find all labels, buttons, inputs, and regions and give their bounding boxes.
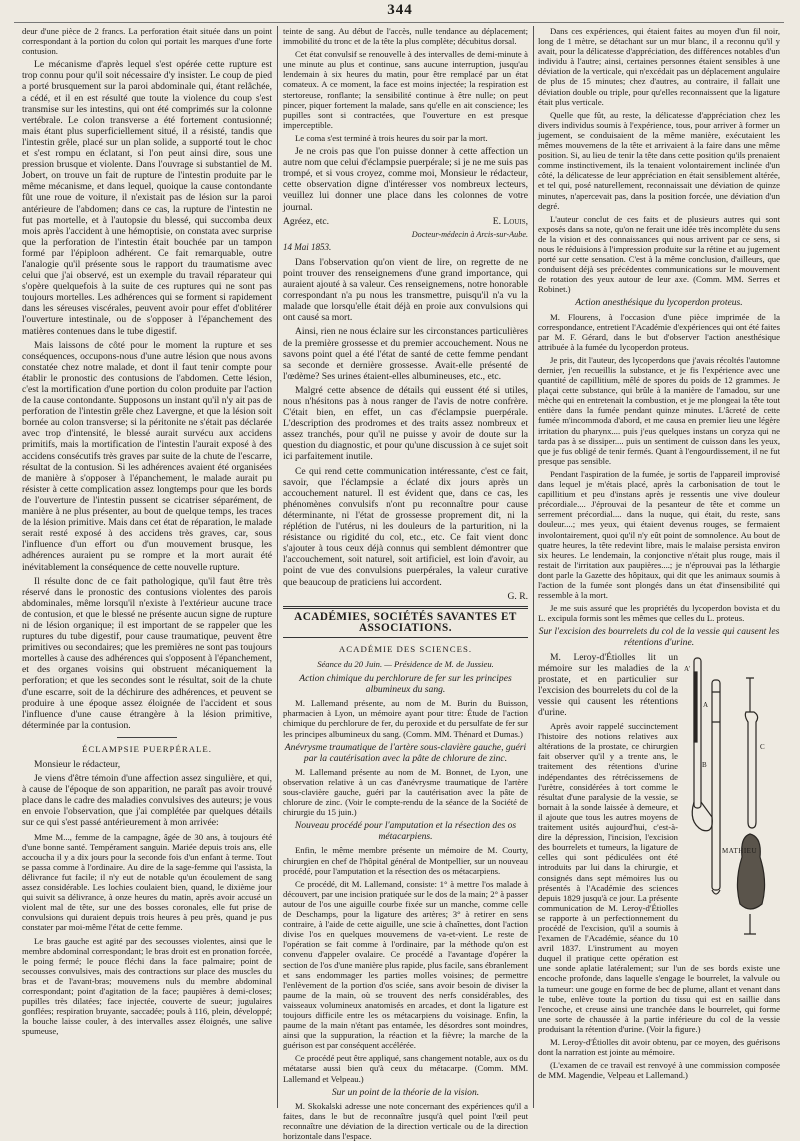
paragraph: Le mécanisme d'après lequel s'est opérée cette rupture est trop connu pour qu'il soit nécessaire d'y insister. Le coup de pied a porté brusquement sur la paroi abdominale qui, étant relâchée, a cédé, et il en est résulté que toute la violence du coup s'est transmise sur les intestins, qui ont été comprimés sur la colonne vertébrale. Le colon transverse a été fortement contusionné; mais étant plus superficiellement situé, il a résisté, tandis que l'intestin grêle, placé sur un plan solide, a supporté tout le choc et s'est rompu en éclatant, si l'on peut ainsi dire, sous une pression brusque et violente. Dans l'ouvrage si substantiel de M. Jobert, on trouve un fait de rupture de l'intestin produite par le même mécanisme, et dans lequel, quoique la cause contondante fût une roue de voiture, il n'existait pas de lésion sur la paroi antérieure de l'abdomen; dans ce cas, la rupture de l'intestin ne fut pas mortelle, et à l'autopsie du blessé, qui succomba deux mois après l'accident à une hémoptisie, on constata avec surprise que la perforation de l'intestin était bouchée par un tampon formé par l'épiploon adhérent. Ce fait remarquable, outre l'analogie qu'il présente sous le rapport du traumatisme avec celui que j'ai observé, est un exemple du travail réparateur qui s'opère quelquefois à la suite de ces ruptures qui ne sont pas toujours mortelles. Les adhérences qui se forment si rapidement dans les séreuses viscérales, peuvent avoir pour effet d'oblitérer l'ouverture intestinale, ou de s'opposer à l'épanchement des matières contenues dans le tube digestif.: [22, 59, 272, 337]
paragraph: Ce procédé, dit M. Lallemand, consiste: 1° à mettre l'os malade à découvert, par une incision pratiquée sur le dos de la main; 2° à passer autour de l'os une aiguille courbe fixée sur un manche, comme celle de Deschamps, pour la ligature des artères; 3° à retirer en sens contraire, à l'aide de cette aiguille, une scie à chaînettes, dont l'action divise l'os en quelques mouvemens de va-et-vient. Le reste de l'opération se fait comme à l'ordinaire, par la méthode qu'on est convenu d'appeler ovalaire. Ce procédé a l'avantage d'opérer la section de l'os d'une manière plus rapide, plus facile, sans ébranlement et sans endommager les parties molles voisines; de permettre l'enlèvement de la portion d'os sciée, sans avoir besoin de diviser la paume de la main, où se trouvent des nerfs considérables, des vaisseaux volumineux anatomisés en arcades, et dont la ligature est toujours difficile entre les os métacarpiens du voisinage. Enfin, la paume de la main n'étant pas entamée, les désordres sont moindres, ainsi que la suppuration, la réaction et la fièvre; la marche de la guérison est par conséquent accélérée.: [283, 878, 528, 1051]
column-middle: [283, 26, 528, 1141]
paragraph: Après avoir rappelé succinctement l'histoire des notions relatives aux altérations de la prostate, ce chirurgien fait observer qu'il y a trente ans, le traitement des rétentions d'urine indépendantes des rétrécissemens de l'urètre, considérées à tort comme le résultat d'une paralysie de la vessie, se bornait à la sonde laissée à demeure, et il ajoute que tous les autres moyens de traitement usités aujourd'hui, c'est-à-dire la dépression, l'incision, l'excision des bourrelets et tumeurs, la ligature de celles qui sont pédiculées ont été introduits par lui dans la chirurgie, et consignés dans sept mémoires lus ou présentés à l'Académie des sciences depuis 1829 jusqu'à ce jour. La présente communication de M. Leroy-d'Étiolles se rapporte à un perfectionnement du procédé de l'excision, qu'il a soumis à l'examen de l'Académie, séance du 10 avril 1837. L'instrument au moyen duquel il pratique cette opération est une sonde aplatie latéralement; sur l'un de ses bords existe une encoche profonde, dans laquelle s'engage le bourrelet, la valvule ou la tumeur: une gouge en forme de bec de plume, allant et venant dans le tube, enlève toute la portion du tissu qui est en saillie dans l'encoche, et creuse ainsi une tranchée dans le bourrelet, qui forme une sorte de chaussée à la partie inférieure du col de la vessie produisant la rétention d'urine. (Voir la figure.): [538, 721, 780, 1034]
paragraph: Dans ces expériences, qui étaient faites au moyen d'un fil noir, long de 1 mètre, se détachant sur un mur blanc, il a reconnu qu'il y avait, pour la délicatesse d'appréciation, des différences notables d'un individu à l'autre; ainsi, certaines personnes étaient sensibles à une déviation de la verticale, qui n'excédait pas un déplacement angulaire de plus de 15 minutes; chez d'autres, au contraire, il fallait une déviation double ou triple, pour qu'elles reconnaissent que la ligature était plus verticale.: [538, 26, 780, 107]
signature-author: E. Louis,: [492, 215, 528, 227]
signature-place: Docteur-médecin à Arcis-sur-Aube.: [411, 229, 528, 239]
subheading: Sur l'excision des bourrelets du col de la vessie qui causent les rétentions d'urine.: [538, 626, 780, 649]
editor-initials: G. R.: [507, 590, 528, 602]
figure-label: A': [684, 664, 691, 673]
page-number: 344: [387, 2, 413, 18]
academy-name: ACADÉMIE DES SCIENCES.: [338, 643, 473, 654]
subheading: Nouveau procédé pour l'amputation et la résection des os métacarpiens.: [294, 820, 517, 843]
figure-caption: MATHIEU: [722, 846, 757, 855]
paragraph: Cet état convulsif se renouvelle à des intervalles de demi-minute à une minute au plus et continue, sans aucune interruption, jusqu'au lendemain à six heures du matin, pour être remplacé par un état comateux. A ce moment, la face est moins injectée; la respiration est stertoreuse, ronflante; la sensibilité continue à être nulle; on peut pincer, piquer fortement la malade, sans qu'elle en ait conscience; les pupilles sont si contractées, que l'ouverture en est presque imperceptible.: [283, 49, 528, 130]
figure-label: C: [760, 742, 765, 751]
paragraph: Malgré cette absence de détails qui eussent été si utiles, nous n'hésitons pas à nous ranger de l'avis de notre confrère. C'était bien, en effet, un cas d'éclampsie puerpérale. L'description des prodromes et des traits assez nombreux et assez tranchés, pour qu'il ne puisse y avoir de doute sur la question du diagnostic, et pour qu'une discussion à ce sujet soit ici parfaitement inutile.: [283, 384, 528, 463]
paragraph: Ce qui rend cette communication intéressante, c'est ce fait, savoir, que l'éclampsie a éclaté dix jours après un accouchement naturel. Il est évident que, dans ce cas, les phénomènes convulsifs n'ont pu reconnaître pour cause déterminante, ni l'état de grossesse proprement dit, ni la réplétion de l'utérus, ni les douleurs de la parturition, ni la résistance ou rigidité du col, etc., etc. Ce fait vient donc s'ajouter à tous ceux déjà connus qui semblent démontrer que l'accouchement, soit naturel, soit artificiel, est loin d'avoir, au point de vue des convulsions puerpérales, la valeur curative que beaucoup de praticiens lui accordent.: [283, 465, 528, 588]
header-rule: [14, 22, 784, 23]
section-heading-eclampsie: ÉCLAMPSIE PUERPÉRALE.: [82, 743, 212, 754]
column-left: [22, 26, 272, 1108]
paragraph: Mme M..., femme de la campagne, âgée de 30 ans, à toujours été d'une bonne santé. Tempérament sanguin. Mariée depuis trois ans, elle accoucha il y a dix jours pour la seconde fois d'un enfant à terme. Tout se passa comme à l'ordinaire. Au dire de la sage-femme qui l'assista, la délivrance fut facile; il n'y eut de notable qu'un écoulement de sang assez considérable. Les lochies coulaient bien, quand, le dixième jour qui suivit sa délivrance, à onze heures du matin, après avoir accusé un violent mal de tête, sur une des bosses coronales, elle fut prise de convulsions qui duraient depuis trois heures à peu près, quand je pus constater par moi-même l'état de cette femme.: [22, 831, 272, 933]
paragraph: Le coma s'est terminé à trois heures du soir par la mort.: [295, 132, 488, 143]
subheading: Action anesthésique du lycoperdon proteus.: [575, 297, 743, 309]
column-right: [538, 26, 780, 1108]
paragraph: Le bras gauche est agité par des secousses violentes, ainsi que le membre abdominal correspondant; le bras droit est en pronation forcée, le poing fermé; le pouce fléchi dans la face palmaire; point de secousses convulsives, mais des contractions sur place des muscles du bras et de l'avant-bras; mouvemens nuls du membre abdominal correspondant; point d'agitation de la face; paupières à demi-closes; pupilles très dilatées; face injectée, couverte de sueur; jugulaires gonflées; respiration bruyante, saccadée; pouls à 116, plein, développé; la bouche laisse couler, à des intervalles assez éloignés, une salive spumeuse,: [22, 935, 272, 1037]
paragraph: Pendant l'aspiration de la fumée, je sortis de l'appareil improvisé dans lequel je m'étais placé, après la carbonisation de tout le capillitium et peu d'instans après je ressentis une vive douleur précordiale.... J'éprouvai de la pesanteur de tête et comme un serrement précordial.... dans la nuque, qui était, du reste, sans douleur....; mes yeux, qui étaient devenus rouges, se fermaient involontairement, quoi qu'il n'y eût point de somnolence. Au bout de quatre heures, la tête redevint libre, mais le malaise persista environ six heures. Le lendemain, la conjonctive n'était plus rouge, mais il restait de l'irritation aux paupières....; je n'éprouvai pas la léthargie dont parle la Gazette des hôpitaux, qui dit que les animaux soumis à l'action de la fumée sont plongés dans un état d'insensibilité qui ressemble à la mort.: [538, 468, 780, 601]
column-rule: [277, 26, 278, 1108]
paragraph: Enfin, le même membre présente un mémoire de M. Courty, chirurgien en chef de l'hôpital général de Montpellier, sur un nouveau procédé, pour l'amputation et la résection des os métacarpiens.: [283, 845, 528, 876]
paragraph: (L'examen de ce travail est renvoyé à une commission composée de MM. Magendie, Velpeau et Lallemand.): [538, 1060, 780, 1081]
paragraph: Je viens d'être témoin d'une affection assez singulière, et qui, à cause de l'époque de son apparition, ne paraît pas avoir trouvé place dans le cadre des maladies convulsives des auteurs; je vous en envoie l'observation, que j'ai complétée par quelques détails sur ce qui s'est passé antérieurement à mon arrivée:: [22, 773, 272, 829]
paragraph: M. Lallemand présente, au nom de M. Burin du Buisson, pharmacien à Lyon, un mémoire ayant pour titre: Étude de l'action chimique du perchlorure de fer, du peroxide et du persulfate de fer sur les principes albumineux du sang. (Comm. MM. Thénard et Dumas.): [283, 698, 528, 739]
sonde-instrument-icon: [684, 652, 780, 952]
paragraph: teinte de sang. Au début de l'accès, nulle tendance au déplacement; immobilité du tronc et de la tête la plus complète; décubitus dorsal.: [283, 26, 528, 47]
paragraph: Quelle que fût, au reste, la délicatesse d'appréciation chez les divers individus soumis à l'expérience, tous, pour arriver à former un jugement, se conduisaient de la même manière, exécutaient les mêmes mouvemens de la tête et arrivaient à la faire dans une même position. Si, au lieu de tenir la tête dans cette position qu'ils prenaient comme instinctivement, ils la tenaient volontairement inclinée d'un côté, la délicatesse de leur appréciation en était sensiblement altérée, et tel qui, posé naturellement, reconnaissait une déviation de quinze minutes, n'apercevait pas, dans la position forcée, une déviation d'un degré.: [538, 109, 780, 211]
paragraph: M. Lallemand présente au nom de M. Bonnet, de Lyon, une observation relative à un cas d'anévrysme traumatique de l'artère sous-clavière gauche, guéri par la cautérisation avec la pâte de chlorure de zinc. (Voir le compte-rendu de la séance de la Société de chirurgie du 15 juin.): [283, 766, 528, 818]
paragraph: Dans l'observation qu'on vient de lire, on regrette de ne point trouver des renseignemens d'une grand importance, qui auraient ajouté à sa valeur. Ces renseignemens, notre honorable correspondant n'a pu nous les transmettre, puisqu'il n'a vu la malade que lorsqu'elle était déjà en proie aux convulsions qui ont causé sa mort.: [283, 256, 528, 324]
figure-label: B: [702, 760, 707, 769]
figure-label: A: [703, 700, 709, 709]
subheading: Anévrysme traumatique de l'artère sous-clavière gauche, guéri par la cautérisation avec la pâte de chlorure de zinc.: [284, 741, 527, 764]
paragraph: Mais laissons de côté pour le moment la rupture et ses conséquences, occupons-nous d'une autre lésion que nous avons constatée chez notre malade, et dont il faut tenir compte pour établir le pronostic des contusions de l'abdomen. Cette lésion, c'est la mortification d'une portion du colon produite par l'action de la cause contondante. Supposons un instant qu'il n'y ait pas de perforation de l'intestin grêle chez Lavergne, et que la lésion soit bornée au colon transverse; si la péritonite ne s'était pas déclarée avec trop d'intensité, le blessé aurait survécu aux accidens primitifs, mais la mortification de l'intestin l'aurait exposé à des accidens consécutifs très graves par suite de la chute de l'escarre, résultat de la contusion. Si les adhérences avaient été organisées de manière à s'opposer à l'épanchement, le malade aurait pu résister à cette complication assez longtemps pour que les bords de l'ouverture de l'intestin pussent se cicatriser séparément, de manière à ne plus présenter, au bout de quelque temps, les traces de la lésion primitive. Mais dans cet état de réparation, le malade serait resté exposé à des accidens très graves, car, sous l'influence d'un effort ou d'un mouvement brusque, les adhérences auraient pu se rompre et la mort aurait été inévitablement la conséquence de cette nouvelle rupture.: [22, 339, 272, 573]
separator: [117, 737, 177, 738]
paragraph: Je ne crois pas que l'on puisse donner à cette affection un autre nom que celui d'éclampsie puerpérale; si je ne me suis pas trompé, et si vous croyez, comme moi, Monsieur le rédacteur, cette observation digne d'intéresser vos nombreux lecteurs, veuillez lui donner une place dans les colonnes de votre journal.: [283, 146, 528, 213]
paragraph: Ainsi, rien ne nous éclaire sur les circonstances particulières de la première grossesse et du premier accouchement. Nous ne savons point quel a été l'état de santé de cette femme pendant sa seconde et dernière grossesse. Avait-elle présenté de l'œdème? Ses urines étaient-elles albumineuses, etc., etc.: [283, 326, 528, 382]
paragraph: Il résulte donc de ce fait pathologique, qu'il faut être très réservé dans le pronostic des contusions violentes des parois abdominales, même lorsqu'il n'existe à l'extérieur aucune trace de contusion, et que le blessé ne présente aucun signe de rupture ni de lésion organique; il est important de se rappeler que les ruptures du tube digestif, pour cause traumatique, peuvent être primitives ou secondaires; que les premières ne sont pas toujours mortelles à cause des adhérences qui s'opposent à l'épanchement, et des organes voisins qui obstruent mécaniquement la perforation; et que les secondes sont le résultat, soit de la chute d'une escarre, soit de la déchirure des adhérences, et peuvent se produire à une époque assez éloignée de l'accident et sous l'influence d'une cause étrangère à la lésion primitive, déterminée par la contusion.: [22, 575, 272, 731]
letter-date: 14 Mai 1853.: [283, 241, 332, 252]
paragraph: Je pris, dit l'auteur, des lycoperdons que j'avais récoltés l'automne dernier, j'en recueillis la substance, et je fis l'expérience avec une quantité de capillitium, mêlé de spores du poids de 12 grammes. Je plaçai cette substance, qui brûle à la manière de l'amadou, sur une mèche qui en entretenait la combustion, et je me plongeai la tête tout entière dans la fumée pendant quinze minutes. L'âcreté de cette fumée m'incommoda d'abord, et me causa en premier lieu une légère irritation du pharynx.... puis j'eus quelques instans un coryza qui ne tarda pas à se dissiper.... puis un sentiment de cuisson dans les yeux, que je fus obligé de tenir fermés. Quant à l'engourdissement, il ne fut presque pas sensible.: [538, 354, 780, 466]
surgical-instrument-figure: [684, 652, 780, 952]
paragraph: M. Skokalski adresse une note concernant des expériences qu'il a faites, dans le but de reconnaître jusqu'à quel point l'œil peut reconnaître une déviation de la direction verticale ou de la direction horizontale dans l'espace.: [283, 1100, 528, 1141]
subheading: Sur un point de la théorie de la vision.: [331, 1086, 480, 1098]
paragraph: Je me suis assuré que les propriétés du lycoperdon bovista et du L. excipula formis sont les mêmes que celles du L. proteus.: [538, 603, 780, 624]
signature-line: [283, 216, 528, 227]
subheading: Action chimique du perchlorure de fer sur les principes albumineux du sang.: [299, 673, 512, 696]
paragraph: deur d'une pièce de 2 francs. La perforation était située dans un point correspondant à la portion du colon qui portait les marques d'une forte contusion.: [22, 26, 272, 57]
column-rule: [533, 26, 534, 1108]
session-line: Séance du 20 Juin. — Présidence de M. de Jussieu.: [317, 658, 494, 669]
section-title-academies: ACADÉMIES, SOCIÉTÉS SAVANTES ET ASSOCIATIONS.: [283, 606, 528, 638]
paragraph: Ce procédé peut être appliqué, sans changement notable, aux os du métatarse aussi bien qu'à ceux du métacarpe. (Comm. MM. Lallemand et Velpeau.): [283, 1053, 528, 1084]
paragraph: M. Leroy-d'Étiolles lit un mémoire sur les maladies de la prostate, et en particulier sur l'excision des bourrelets du col de la vessie qui causent les rétentions d'urine.: [538, 651, 678, 718]
paragraph: L'auteur conclut de ces faits et de plusieurs autres qui sont exposés dans sa note, qu'on ne ferait une idée très incomplète du sens de la vision et des connaissances qui nous arrivent par ce sens, si nous le réduisions à l'impression produite sur la rétine et au jugement porté sur cette sensation. C'est à la même conclusion, d'ailleurs, que conduisent déjà ses précédentes communications sur le mouvement de rotation des yeux autour de leur axe. (Comm. MM. Serres et Robinet.): [538, 213, 780, 295]
salutation: Monsieur le rédacteur,: [34, 759, 121, 770]
paragraph: M. Flourens, à l'occasion d'une pièce imprimée de la correspondance, entretient l'Académie d'expériences qui ont été faites par M. F. Gérard, dans le but d'observer l'action anesthésique attribuée à la fumée du lycoperdon proteus.: [538, 311, 780, 352]
paragraph: M. Leroy-d'Étiolles dit avoir obtenu, par ce moyen, des guérisons dont la narration est jointe au mémoire.: [538, 1037, 780, 1058]
signature-greeting: Agréez, etc.: [283, 215, 330, 227]
